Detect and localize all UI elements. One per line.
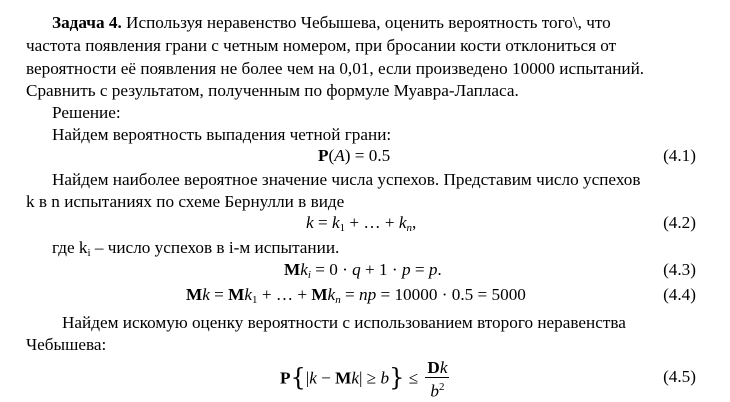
equation-4-1: P(A) = 0.5 [318,146,391,165]
equation-number-4-3: (4.3) [663,260,696,279]
equation-4-3: $Mk_i = 0 \cdot q + 1 \cdot p = p$. [284,260,442,281]
problem-line-4: Сравнить с результатом, полученным по формуле Муавра-Лапласа. [26,81,519,100]
problem-line-1 [52,12,611,34]
problem-label: Задача 4. [52,13,122,32]
step3-line-2: Чебышева: [26,335,107,354]
equation-4-2: $k = k_1$ + … + $k_n$, [306,213,417,234]
step2-line-1: Найдем наиболее вероятное значение числа успехов. Представим число успехов [52,170,641,189]
equation-number-4-4: (4.4) [663,285,696,304]
solution-label: Решение: [52,103,121,122]
where-text-a: где k [52,238,88,257]
step1-text: Найдем вероятность выпадения четной грани: [52,125,392,144]
equation-number-4-1: (4.1) [663,146,696,165]
problem-line-3: вероятности её появления не более чем на 0,01, если произведено 10000 испытаний. [26,59,645,78]
equation-number-4-5: (4.5) [663,367,696,386]
problem-text-1: Используя неравенство Чебышева, оценить вероятность того\, что [121,13,611,32]
step3-line-1: Найдем искомую оценку вероятности с использованием второго неравенства [62,313,626,332]
problem-line-2: частота появления грани с четным номером, при бросании кости отклониться от [26,36,617,55]
equation-4-5: P{|k − Mk| ≥ b} ≤ $\frac{Dk}{b^2}$ [280,358,448,401]
step2-line-2: k в n испытаниях по схеме Бернулли в виде [26,192,345,211]
fraction-dk-b2: $\frac{Dk}{b^2}$ [427,358,448,401]
equation-4-4: $Mk = Mk_1$ + … + $Mk_n$ = np = 10000 · 0.5 = 5000 [186,285,526,306]
where-text-b: – число успехов в i-м испытании. [90,238,340,257]
where-text-sub: i [87,247,91,259]
equation-number-4-2: (4.2) [663,213,696,232]
where-text [52,237,339,259]
